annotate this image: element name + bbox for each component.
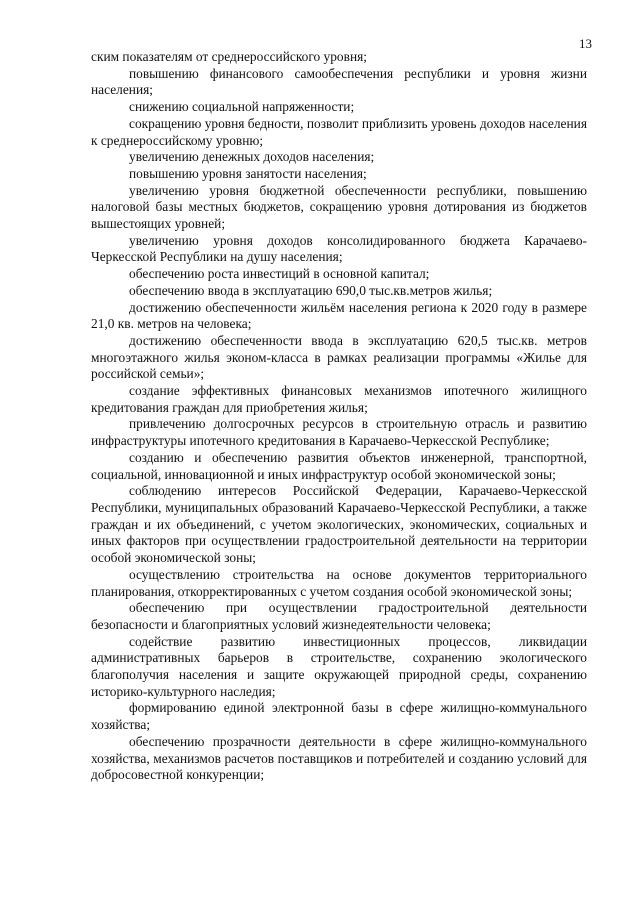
list-item: снижению социальной напряженности; xyxy=(129,99,355,115)
list-item: создание эффективных финансовых механизмов ипотечного жилищного кредитования граждан для приобретения жилья; xyxy=(91,383,587,415)
list-item: сокращению уровня бедности, позволит приблизить уровень доходов населения к среднероссийскому уровню; xyxy=(91,115,587,148)
list-item: привлечению долгосрочных ресурсов в строительную отрасль и развитию инфраструктуры ипотечного кредитования в Карачаево-Черкесской Республике; xyxy=(91,416,587,449)
list-item: увеличению уровня доходов консолидированного бюджета Карачаево-Черкесской Республики на душу населения; xyxy=(91,232,587,265)
list-item: созданию и обеспечению развития объектов инженерной, транспортной, социальной, инновационной и иных инфраструктур особой экономической зоны; xyxy=(91,449,587,482)
list-item: обеспечению при осуществлении градостроительной деятельности безопасности и благоприятных условий жизнедеятельности человека; xyxy=(91,600,587,632)
document-body xyxy=(91,49,587,784)
list-item: увеличению уровня бюджетной обеспеченности республики, повышению налоговой базы местных бюджетов, сокращению уровня дотирования из бюджетов вышестоящих уровней; xyxy=(91,182,587,232)
list-item: содействие развитию инвестиционных процессов, ликвидации административных барьеров в строительстве, сохранению экологического благополучия населения и защите окружающей природной среды, сохранению историко-культурного наследия; xyxy=(91,633,587,699)
list-item: достижению обеспеченности жильём населения региона к 2020 году в размере 21,0 кв. метров на человека; xyxy=(91,299,587,332)
page-number: 13 xyxy=(579,36,592,51)
list-item: обеспечению роста инвестиций в основной капитал; xyxy=(129,266,430,282)
list-item: повышению финансового самообеспечения республики и уровня жизни населения; xyxy=(91,65,587,98)
list-item: формированию единой электронной базы в сфере жилищно-коммунального хозяйства; xyxy=(91,700,587,733)
list-item: увеличению денежных доходов населения; xyxy=(129,149,375,165)
list-item: осуществлению строительства на основе документов территориального планирования, откорректированных с учетом создания особой экономической зоны; xyxy=(91,566,587,599)
list-item: соблюдению интересов Российской Федерации, Карачаево-Черкесской Республики, муниципальных образований Карачаево-Черкесской Республики, а также граждан и их объединений, с учетом экологических, экономических, социальных и иных факторов при осуществлении градостроительной деятельности на территории особой экономической зоны; xyxy=(91,483,587,566)
paragraph-continuation: ским показателям от среднероссийского уровня; xyxy=(91,49,367,64)
list-item: достижению обеспеченности ввода в эксплуатацию 620,5 тыс.кв. метров многоэтажного жилья эконом-класса в рамках реализации программы «Жилье для российской семьи»; xyxy=(91,332,587,382)
list-item: повышению уровня занятости населения; xyxy=(129,165,367,181)
list-item: обеспечению ввода в эксплуатацию 690,0 тыс.кв.метров жилья; xyxy=(129,282,493,298)
list-item: обеспечению прозрачности деятельности в сфере жилищно-коммунального хозяйства, механизмов расчетов поставщиков и потребителей и созданию условий для добросовестной конкуренции; xyxy=(91,733,587,783)
